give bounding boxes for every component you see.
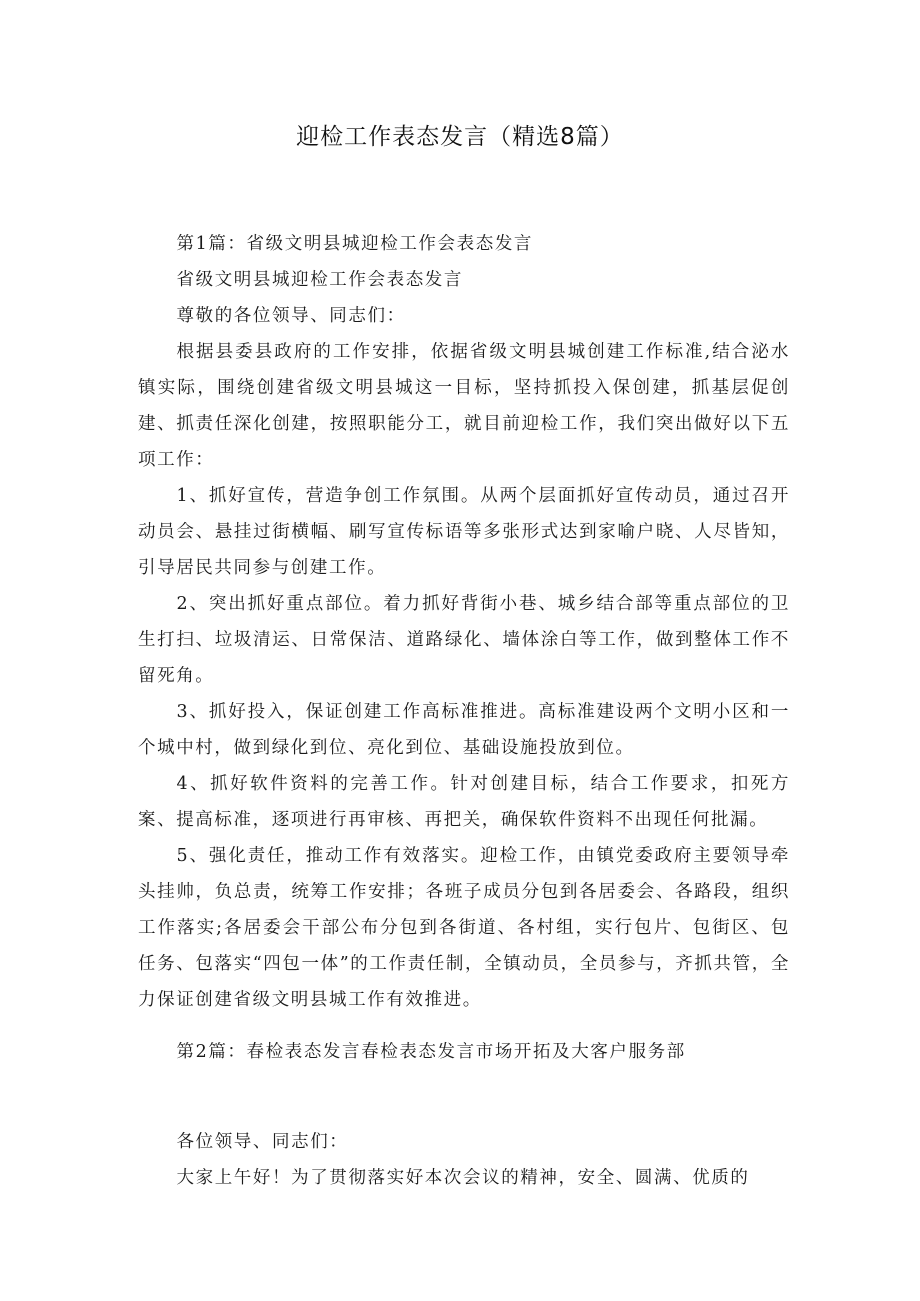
section-2-paragraph: 大家上午好！为了贯彻落实好本次会议的精神，安全、圆满、优质的 — [176, 1168, 750, 1188]
section-1-salutation: 尊敬的各位领导、同志们： — [176, 306, 406, 326]
document-title: 迎检工作表态发言（精选8篇） — [296, 124, 624, 150]
section-1-item-4: 4、抓好软件资料的完善工作。针对创建目标，结合工作要求，扣死方案、提高标准，逐项进行再审核、再把关，确保软件资料不出现任何批漏。 — [138, 774, 790, 830]
section-1-item-1: 1、抓好宣传，营造争创工作氛围。从两个层面抓好宣传动员，通过召开动员会、悬挂过街横幅、刷写宣传标语等多张形式达到家喻户晓、人尽皆知，引导居民共同参与创建工作。 — [138, 486, 790, 578]
section-1-intro-paragraph: 根据县委县政府的工作安排，依据省级文明县城创建工作标准,结合泌水镇实际，围绕创建省级文明县城这一目标，坚持抓投入保创建，抓基层促创建、抓责任深化创建，按照职能分工，就目前迎检工作，我们突出做好以下五项工作： — [138, 342, 790, 470]
section-2-heading: 第2篇：春检表态发言春检表态发言市场开拓及大客户服务部 — [176, 1042, 686, 1062]
section-1-subtitle: 省级文明县城迎检工作会表态发言 — [176, 270, 463, 290]
section-1-item-3: 3、抓好投入，保证创建工作高标准推进。高标准建设两个文明小区和一个城中村，做到绿化到位、亮化到位、基础设施投放到位。 — [138, 702, 790, 758]
section-1-item-2: 2、突出抓好重点部位。着力抓好背街小巷、城乡结合部等重点部位的卫生打扫、垃圾清运、日常保洁、道路绿化、墙体涂白等工作，做到整体工作不留死角。 — [138, 594, 790, 686]
section-2-salutation: 各位领导、同志们： — [176, 1132, 349, 1152]
section-1-item-5: 5、强化责任，推动工作有效落实。迎检工作，由镇党委政府主要领导牵头挂帅，负总责，统筹工作安排；各班子成员分包到各居委会、各路段，组织工作落实;各居委会干部公布分包到各街道、各村组，实行包片、包街区、包任务、包落实“四包一体”的工作责任制，全镇动员，全员参与，齐抓共管，全力保证创建省级文明县城工作有效推进。 — [138, 846, 790, 1010]
document-body — [138, 226, 790, 1196]
section-1-heading: 第1篇：省级文明县城迎检工作会表态发言 — [176, 234, 534, 254]
